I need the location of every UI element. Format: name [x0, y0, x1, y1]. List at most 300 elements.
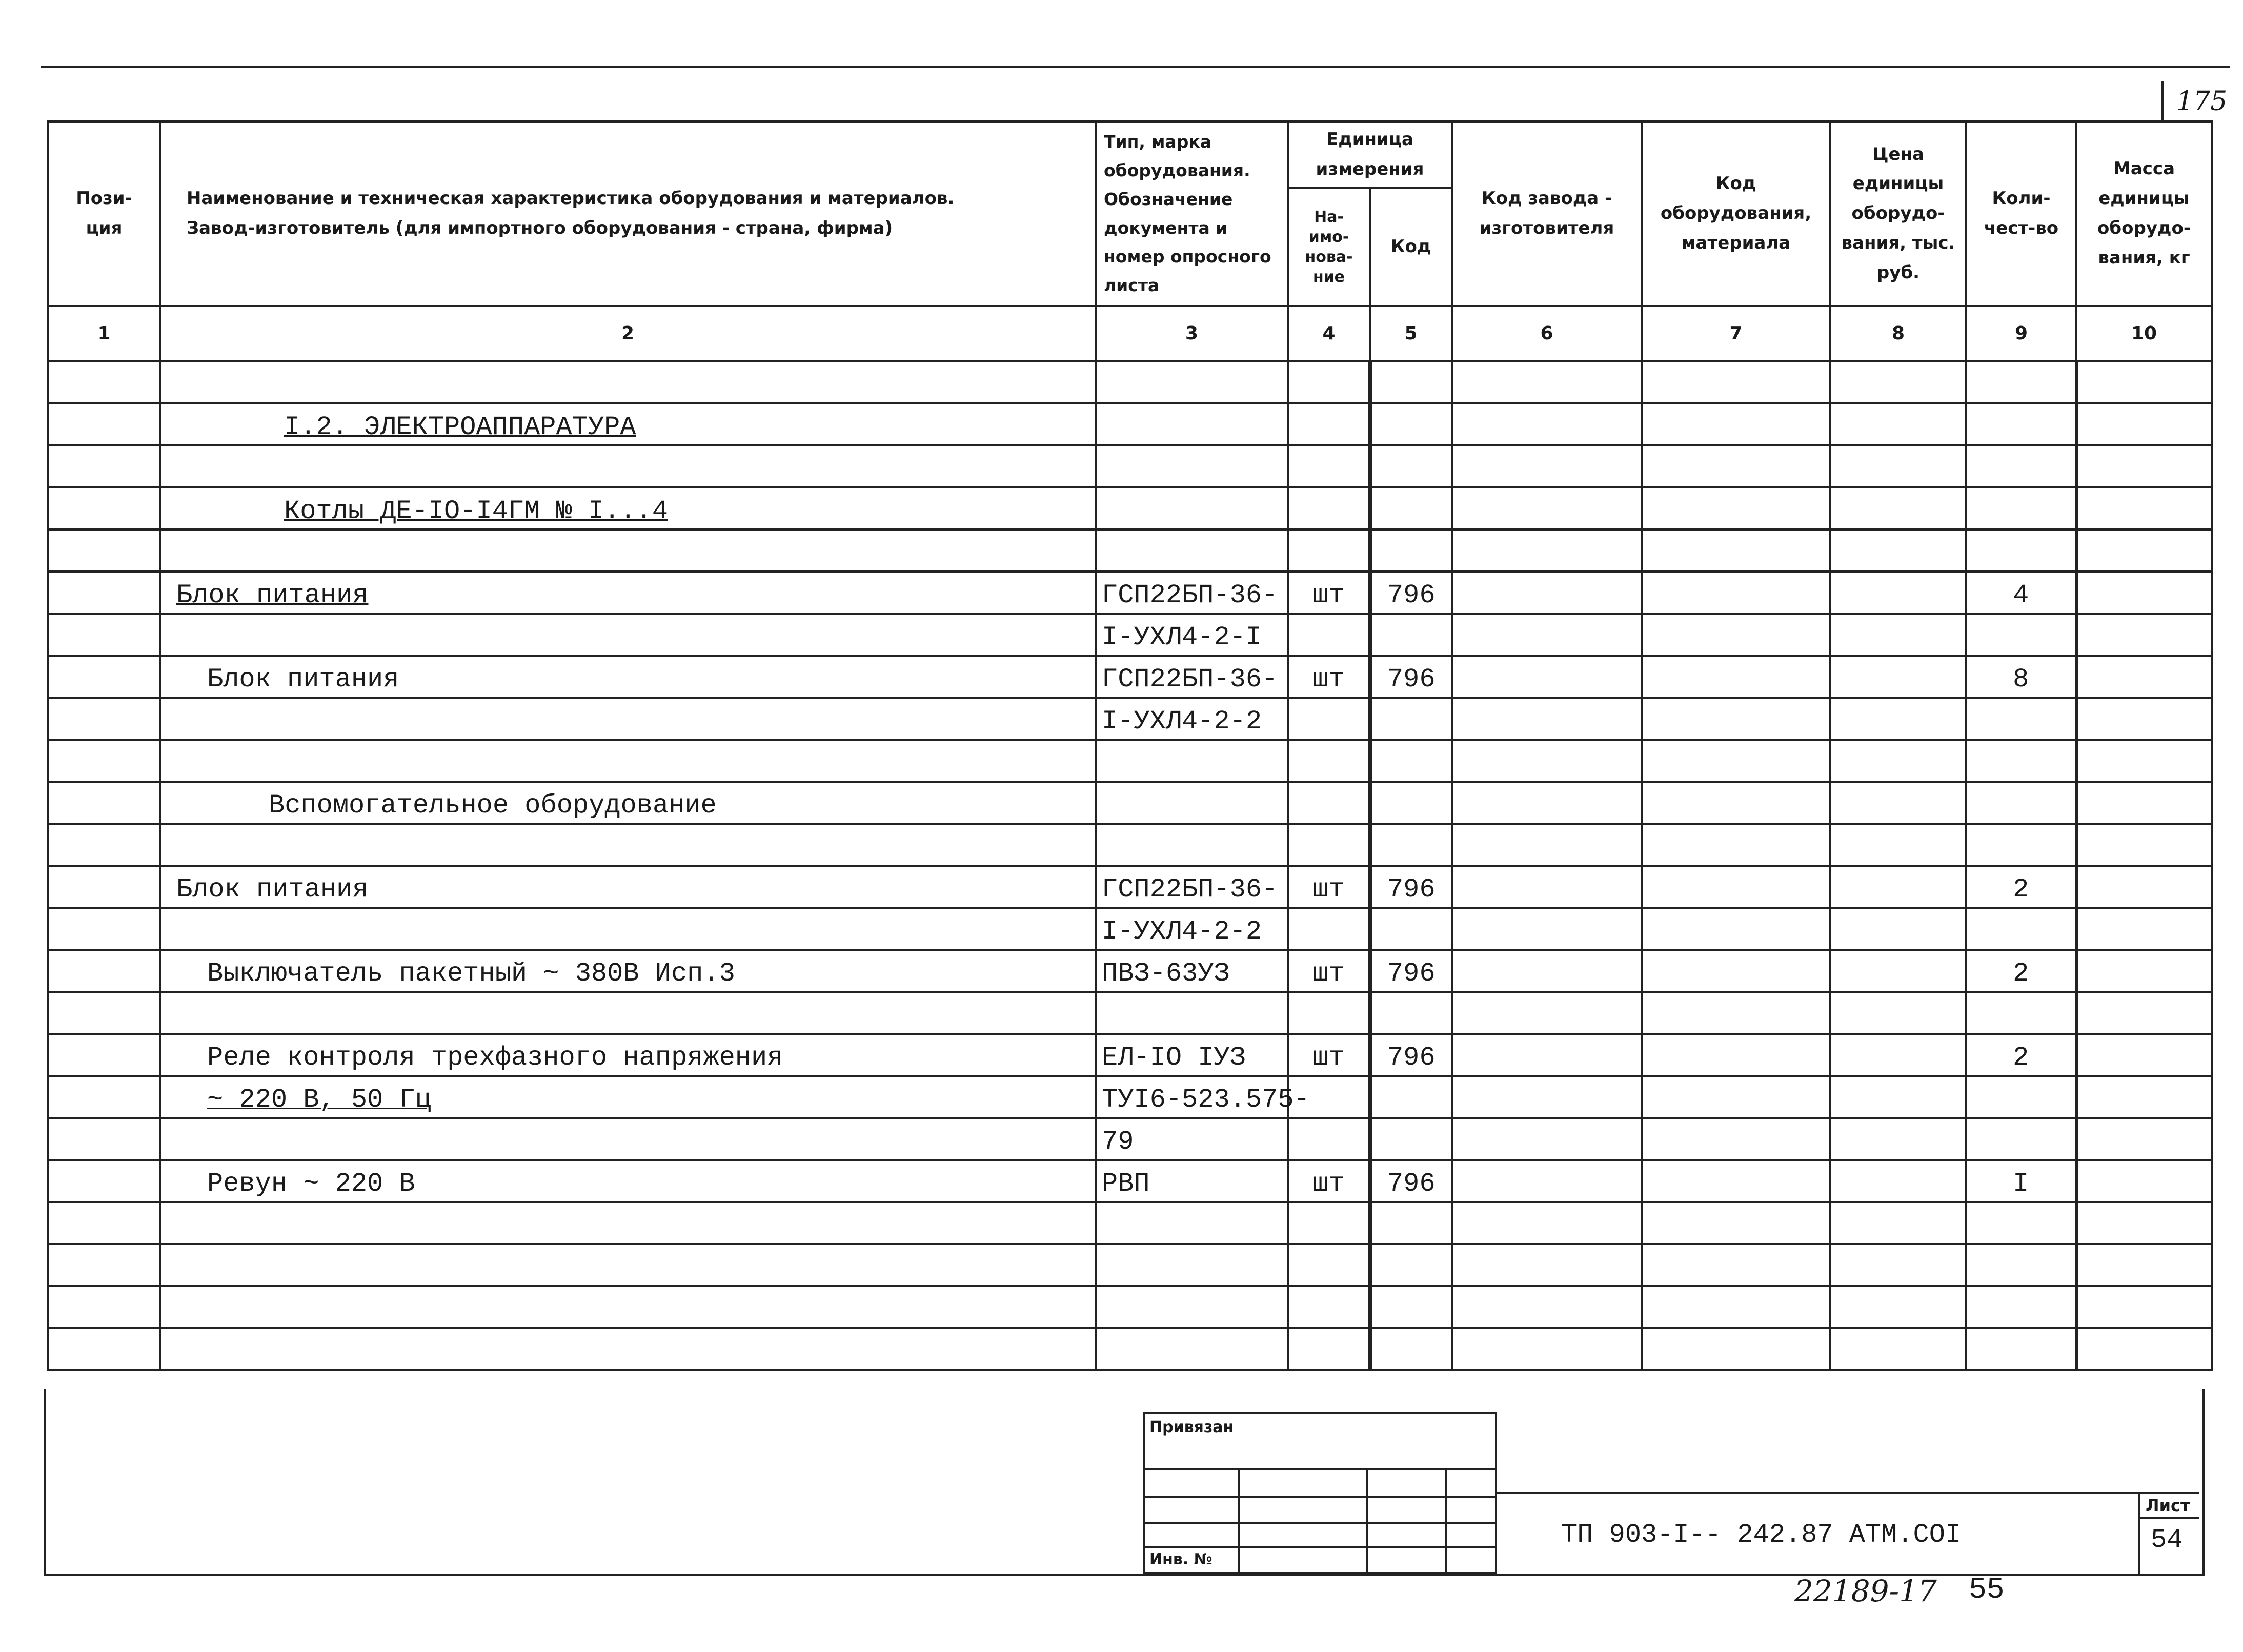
type-cell — [1096, 403, 1288, 445]
price-cell — [1830, 487, 1966, 529]
colnum-4: 4 — [1288, 306, 1370, 361]
type-text: I-УХЛ4-2-2 — [1102, 706, 1262, 737]
type-cell — [1096, 824, 1288, 866]
type-cell — [1096, 1244, 1288, 1286]
unit-cell — [1288, 698, 1370, 740]
position-cell — [48, 403, 160, 445]
position-cell — [48, 824, 160, 866]
unit-text: шт — [1312, 874, 1345, 905]
top-rule — [41, 66, 2230, 68]
unit-cell — [1288, 1286, 1370, 1328]
equipment-code-cell — [1642, 572, 1830, 614]
table-row — [48, 1202, 2212, 1244]
position-cell — [48, 1160, 160, 1202]
unit-code-cell — [1370, 361, 1452, 403]
unit-cell — [1288, 572, 1370, 614]
position-cell — [48, 614, 160, 656]
name-text: Котлы ДЕ-IO-I4ГМ № I...4 — [284, 496, 668, 526]
unit-code-cell — [1370, 403, 1452, 445]
type-cell — [1096, 908, 1288, 950]
name-cell — [160, 1160, 1096, 1202]
name-cell — [160, 445, 1096, 487]
header-unit-name: На- имо- нова- ние — [1288, 188, 1370, 306]
name-cell — [160, 1034, 1096, 1076]
unit-cell — [1288, 529, 1370, 572]
equipment-code-cell — [1642, 1328, 1830, 1370]
unit-code-cell — [1370, 656, 1452, 698]
mass-cell — [2076, 1076, 2212, 1118]
name-cell — [160, 656, 1096, 698]
quantity-cell — [1966, 572, 2076, 614]
unit-cell — [1288, 487, 1370, 529]
header-unit-code: Код — [1370, 188, 1452, 306]
table-row — [48, 1328, 2212, 1370]
mass-cell — [2076, 740, 2212, 782]
table-row — [48, 1076, 2212, 1118]
type-cell — [1096, 572, 1288, 614]
price-cell — [1830, 866, 1966, 908]
mass-cell — [2076, 1244, 2212, 1286]
position-cell — [48, 782, 160, 824]
header-name-line1: Наименование и техническая характеристика оборудования и материалов. — [187, 188, 955, 209]
name-cell — [160, 614, 1096, 656]
unit-code-cell — [1370, 529, 1452, 572]
factory-code-cell — [1452, 950, 1642, 992]
quantity-cell — [1966, 992, 2076, 1034]
unit-cell — [1288, 1160, 1370, 1202]
factory-code-cell — [1452, 403, 1642, 445]
colnum-7: 7 — [1642, 306, 1830, 361]
equipment-code-cell — [1642, 361, 1830, 403]
unit-code-cell — [1370, 1034, 1452, 1076]
price-cell — [1830, 1244, 1966, 1286]
position-cell — [48, 1076, 160, 1118]
equipment-code-cell — [1642, 1202, 1830, 1244]
equipment-code-cell — [1642, 992, 1830, 1034]
unit-cell — [1288, 992, 1370, 1034]
quantity-cell — [1966, 782, 2076, 824]
mass-cell — [2076, 782, 2212, 824]
mass-cell — [2076, 445, 2212, 487]
factory-code-cell — [1452, 1034, 1642, 1076]
quantity-cell — [1966, 866, 2076, 908]
equipment-code-cell — [1642, 614, 1830, 656]
mass-cell — [2076, 1286, 2212, 1328]
name-cell — [160, 866, 1096, 908]
unit-code-cell — [1370, 992, 1452, 1034]
unit-code-cell — [1370, 614, 1452, 656]
equipment-code-cell — [1642, 1244, 1830, 1286]
table-row — [48, 487, 2212, 529]
type-cell — [1096, 1034, 1288, 1076]
equipment-code-cell — [1642, 824, 1830, 866]
stamp-rule — [1145, 1496, 1495, 1498]
table-row — [48, 445, 2212, 487]
unit-code-cell — [1370, 1202, 1452, 1244]
mass-cell — [2076, 403, 2212, 445]
unit-text: шт — [1312, 664, 1345, 695]
factory-code-cell — [1452, 866, 1642, 908]
position-cell — [48, 1244, 160, 1286]
unit-code-cell — [1370, 1118, 1452, 1160]
table-row — [48, 529, 2212, 572]
type-cell — [1096, 1076, 1310, 1118]
name-cell — [160, 572, 1096, 614]
factory-code-cell — [1452, 529, 1642, 572]
position-cell — [48, 1034, 160, 1076]
unit-text: шт — [1312, 1043, 1345, 1073]
type-cell — [1096, 361, 1288, 403]
type-cell — [1096, 992, 1288, 1034]
mass-cell — [2076, 908, 2212, 950]
price-cell — [1830, 740, 1966, 782]
unit-text: шт — [1312, 1169, 1345, 1199]
unit-code-cell — [1370, 1328, 1452, 1370]
quantity-cell — [1966, 1034, 2076, 1076]
name-cell — [160, 824, 1096, 866]
unit-cell — [1288, 950, 1370, 992]
unit-code-text: 796 — [1387, 874, 1436, 905]
unit-code-cell — [1370, 740, 1452, 782]
mass-cell — [2076, 1118, 2212, 1160]
stamp-rule — [1145, 1468, 1495, 1470]
type-cell — [1096, 740, 1288, 782]
colnum-6: 6 — [1452, 306, 1642, 361]
type-cell — [1096, 1328, 1288, 1370]
type-cell — [1096, 1160, 1288, 1202]
unit-code-cell — [1370, 572, 1452, 614]
name-cell — [160, 1328, 1096, 1370]
name-cell — [160, 698, 1096, 740]
quantity-cell — [1966, 740, 2076, 782]
header-factory-code: Код завода - изготовителя — [1452, 121, 1642, 306]
attachment-stamp — [1143, 1412, 1497, 1574]
factory-code-cell — [1452, 1118, 1642, 1160]
factory-code-cell — [1452, 698, 1642, 740]
mass-cell — [2076, 1202, 2212, 1244]
type-cell — [1096, 1286, 1288, 1328]
position-cell — [48, 740, 160, 782]
name-cell — [160, 1286, 1096, 1328]
quantity-cell — [1966, 1076, 2076, 1118]
quantity-cell — [1966, 529, 2076, 572]
equipment-code-cell — [1642, 1286, 1830, 1328]
mass-cell — [2076, 866, 2212, 908]
unit-code-cell — [1370, 866, 1452, 908]
type-text: ГСП22БП-36- — [1102, 874, 1278, 905]
colnum-2: 2 — [160, 306, 1096, 361]
equipment-code-cell — [1642, 1118, 1830, 1160]
factory-code-cell — [1452, 445, 1642, 487]
unit-code-cell — [1370, 445, 1452, 487]
quantity-cell — [1966, 361, 2076, 403]
mass-cell — [2076, 992, 2212, 1034]
unit-cell — [1288, 1034, 1370, 1076]
mass-cell — [2076, 698, 2212, 740]
name-cell — [160, 1202, 1096, 1244]
header-name — [160, 121, 1096, 306]
factory-code-cell — [1452, 487, 1642, 529]
mass-cell — [2076, 656, 2212, 698]
equipment-code-cell — [1642, 1160, 1830, 1202]
quantity-cell — [1966, 1160, 2076, 1202]
type-text: 79 — [1102, 1127, 1134, 1157]
price-cell — [1830, 529, 1966, 572]
unit-cell — [1288, 1328, 1370, 1370]
colnum-3: 3 — [1096, 306, 1288, 361]
unit-code-cell — [1370, 908, 1452, 950]
quantity-cell — [1966, 445, 2076, 487]
equipment-code-cell — [1642, 529, 1830, 572]
mass-cell — [2076, 1328, 2212, 1370]
quantity-cell — [1966, 908, 2076, 950]
quantity-text: I — [2013, 1169, 2029, 1199]
unit-code-cell — [1370, 487, 1452, 529]
type-cell — [1096, 782, 1288, 824]
position-cell — [48, 950, 160, 992]
stamp-divider — [1238, 1468, 1240, 1573]
name-cell — [160, 740, 1096, 782]
name-text: Ревун ~ 220 В — [207, 1169, 415, 1199]
unit-code-cell — [1370, 1160, 1452, 1202]
header-mass: Масса единицы оборудо-вания, кг — [2076, 121, 2212, 306]
name-text: Блок питания — [176, 580, 369, 610]
inventory-number: 22189-17 — [1794, 1574, 1937, 1608]
sheet-number: 54 — [2151, 1525, 2183, 1555]
table-row — [48, 1286, 2212, 1328]
position-cell — [48, 572, 160, 614]
factory-code-cell — [1452, 1076, 1642, 1118]
table-row — [48, 572, 2212, 614]
quantity-cell — [1966, 1118, 2076, 1160]
quantity-text: 4 — [2013, 580, 2029, 610]
equipment-code-cell — [1642, 445, 1830, 487]
table-row — [48, 866, 2212, 908]
type-cell — [1096, 656, 1288, 698]
name-text: Блок питания — [207, 664, 399, 695]
name-cell — [160, 992, 1096, 1034]
quantity-cell — [1966, 403, 2076, 445]
price-cell — [1830, 824, 1966, 866]
type-text: ПВЗ-63УЗ — [1102, 958, 1230, 989]
price-cell — [1830, 992, 1966, 1034]
mass-cell — [2076, 614, 2212, 656]
unit-cell — [1288, 908, 1370, 950]
name-cell — [160, 1118, 1096, 1160]
unit-code-cell — [1370, 950, 1452, 992]
attached-label: Привязан — [1149, 1418, 1234, 1436]
unit-cell — [1288, 866, 1370, 908]
table-row — [48, 992, 2212, 1034]
unit-cell — [1288, 614, 1370, 656]
type-cell — [1096, 614, 1288, 656]
type-cell — [1096, 1202, 1288, 1244]
price-cell — [1830, 1286, 1966, 1328]
unit-code-cell — [1370, 1076, 1452, 1118]
colnum-5: 5 — [1370, 306, 1452, 361]
price-cell — [1830, 572, 1966, 614]
position-cell — [48, 908, 160, 950]
sheet-label: Лист — [2146, 1496, 2190, 1515]
factory-code-cell — [1452, 1286, 1642, 1328]
colnum-1: 1 — [48, 306, 160, 361]
factory-code-cell — [1452, 361, 1642, 403]
price-cell — [1830, 698, 1966, 740]
unit-code-text: 796 — [1387, 664, 1436, 695]
position-cell — [48, 1286, 160, 1328]
stamp-rule — [1145, 1522, 1495, 1524]
name-text: Вспомогательное оборудование — [269, 790, 717, 821]
unit-text: шт — [1312, 958, 1345, 989]
unit-cell — [1288, 1244, 1370, 1286]
unit-cell — [1288, 445, 1370, 487]
corner-page-number: 175 — [2161, 81, 2222, 122]
price-cell — [1830, 361, 1966, 403]
type-text: ТУI6-523.575- — [1102, 1085, 1310, 1115]
quantity-cell — [1966, 950, 2076, 992]
document-code: ТП 903-I-- 242.87 АТМ.СОI — [1561, 1520, 1962, 1550]
quantity-cell — [1966, 1328, 2076, 1370]
name-cell — [160, 529, 1096, 572]
type-cell — [1096, 529, 1288, 572]
name-cell — [160, 782, 1096, 824]
position-cell — [48, 1118, 160, 1160]
mass-cell — [2076, 824, 2212, 866]
table-row — [48, 824, 2212, 866]
unit-cell — [1288, 824, 1370, 866]
mass-cell — [2076, 1034, 2212, 1076]
factory-code-cell — [1452, 1244, 1642, 1286]
type-text: ЕЛ-IO IУЗ — [1102, 1043, 1246, 1073]
mass-cell — [2076, 572, 2212, 614]
name-cell — [160, 361, 1096, 403]
type-cell — [1096, 445, 1288, 487]
type-text: ГСП22БП-36- — [1102, 664, 1278, 695]
equipment-code-cell — [1642, 1076, 1830, 1118]
factory-code-cell — [1452, 908, 1642, 950]
factory-code-cell — [1452, 1328, 1642, 1370]
unit-cell — [1288, 361, 1370, 403]
quantity-cell — [1966, 1286, 2076, 1328]
header-equipment-code: Код оборудования, материала — [1642, 121, 1830, 306]
equipment-code-cell — [1642, 1034, 1830, 1076]
quantity-cell — [1966, 487, 2076, 529]
equipment-code-cell — [1642, 866, 1830, 908]
unit-cell — [1288, 1202, 1370, 1244]
quantity-text: 8 — [2013, 664, 2029, 695]
name-cell — [160, 950, 1096, 992]
factory-code-cell — [1452, 1202, 1642, 1244]
position-cell — [48, 698, 160, 740]
table-row — [48, 950, 2212, 992]
table-row — [48, 1244, 2212, 1286]
colnum-9: 9 — [1966, 306, 2076, 361]
type-text: I-УХЛ4-2-2 — [1102, 916, 1262, 947]
type-text: I-УХЛ4-2-I — [1102, 622, 1262, 652]
quantity-text: 2 — [2013, 958, 2029, 989]
position-cell — [48, 445, 160, 487]
table-row — [48, 361, 2212, 403]
table-row — [48, 698, 2212, 740]
table-row — [48, 1118, 2212, 1160]
header-price: Цена единицы оборудо-вания, тыс. руб. — [1830, 121, 1966, 306]
name-cell — [160, 1076, 1096, 1118]
price-cell — [1830, 782, 1966, 824]
type-cell — [1096, 1118, 1288, 1160]
position-cell — [48, 361, 160, 403]
price-cell — [1830, 614, 1966, 656]
unit-code-cell — [1370, 698, 1452, 740]
table-row — [48, 782, 2212, 824]
quantity-cell — [1966, 614, 2076, 656]
factory-code-cell — [1452, 992, 1642, 1034]
title-block-rule — [1497, 1492, 2199, 1494]
type-cell — [1096, 866, 1288, 908]
name-cell — [160, 403, 1096, 445]
table-row — [48, 614, 2212, 656]
price-cell — [1830, 1160, 1966, 1202]
quantity-cell — [1966, 656, 2076, 698]
table-row — [48, 1034, 2212, 1076]
price-cell — [1830, 1328, 1966, 1370]
equipment-code-cell — [1642, 656, 1830, 698]
name-cell — [160, 487, 1096, 529]
unit-code-text: 796 — [1387, 580, 1436, 610]
quantity-cell — [1966, 1244, 2076, 1286]
unit-code-cell — [1370, 1286, 1452, 1328]
sheet-rule — [2138, 1517, 2199, 1519]
quantity-cell — [1966, 698, 2076, 740]
mass-cell — [2076, 950, 2212, 992]
unit-code-cell — [1370, 782, 1452, 824]
header-type: Тип, марка оборудования. Обозначение документа и номер опросного листа — [1096, 121, 1288, 306]
position-cell — [48, 487, 160, 529]
unit-code-cell — [1370, 1244, 1452, 1286]
inventory-number-label: Инв. № — [1149, 1551, 1213, 1568]
stamp-divider — [1366, 1468, 1368, 1573]
quantity-text: 2 — [2013, 1043, 2029, 1073]
quantity-cell — [1966, 824, 2076, 866]
price-cell — [1830, 950, 1966, 992]
name-text: I.2. ЭЛЕКТРОАППАРАТУРА — [284, 412, 636, 442]
price-cell — [1830, 656, 1966, 698]
equipment-code-cell — [1642, 782, 1830, 824]
type-cell — [1096, 698, 1288, 740]
name-cell — [160, 908, 1096, 950]
unit-code-text: 796 — [1387, 958, 1436, 989]
page-number: 55 — [1969, 1574, 2005, 1607]
name-text: ~ 220 В, 50 Гц — [207, 1085, 431, 1115]
name-text: Блок питания — [176, 874, 369, 905]
table-row — [48, 1160, 2212, 1202]
price-cell — [1830, 403, 1966, 445]
factory-code-cell — [1452, 824, 1642, 866]
factory-code-cell — [1452, 740, 1642, 782]
factory-code-cell — [1452, 782, 1642, 824]
table-body — [48, 361, 2212, 1370]
factory-code-cell — [1452, 614, 1642, 656]
equipment-code-cell — [1642, 698, 1830, 740]
factory-code-cell — [1452, 1160, 1642, 1202]
factory-code-cell — [1452, 572, 1642, 614]
table-row — [48, 908, 2212, 950]
unit-text: шт — [1312, 580, 1345, 610]
price-cell — [1830, 1076, 1966, 1118]
unit-cell — [1288, 1118, 1370, 1160]
stamp-divider — [1445, 1468, 1447, 1573]
table-row — [48, 656, 2212, 698]
position-cell — [48, 866, 160, 908]
